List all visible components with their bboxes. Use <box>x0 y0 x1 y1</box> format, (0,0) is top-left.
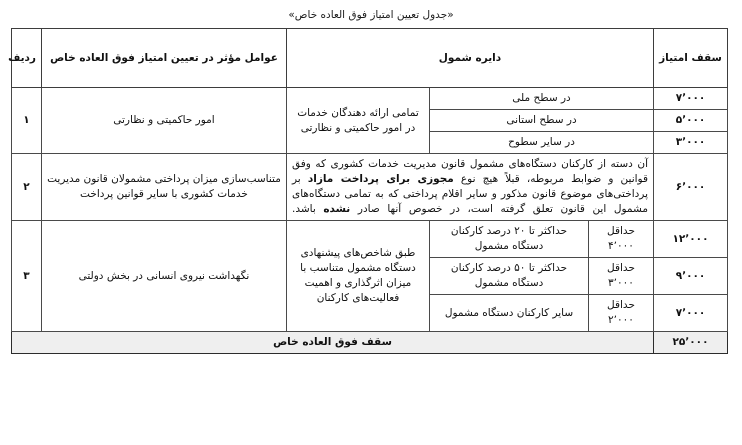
ceiling-value: ۵٬۰۰۰ <box>654 110 728 132</box>
minimum-label: حداقل <box>607 299 635 311</box>
table-body <box>11 88 727 354</box>
minimum-amount: ۲٬۰۰۰ <box>608 314 634 326</box>
ceiling-value: ۳٬۰۰۰ <box>654 132 728 154</box>
factor-description: نگهداشت نیروی انسانی در بخش دولتی <box>41 221 286 332</box>
ceiling-value: ۷٬۰۰۰ <box>654 295 728 332</box>
column-header-factor: عوامل مؤثر در تعیین امتیاز فوق العاده خاص <box>41 29 286 88</box>
ceiling-value: ۹٬۰۰۰ <box>654 258 728 295</box>
table-header <box>8 29 727 88</box>
scope-subline: سایر کارکنان دستگاه مشمول <box>430 295 589 332</box>
scope-text-part3: باشد. <box>291 203 324 215</box>
table-total-row <box>11 332 727 354</box>
table-header-row <box>11 29 727 88</box>
column-header-ceiling: سقف امتیاز <box>654 29 728 88</box>
table-row <box>11 88 727 110</box>
scope-description: تمامی ارائه دهندگان خدمات در امور حاکمیتی و نظارتی <box>286 88 429 154</box>
scope-text-part1: آن دسته از کارکنان دستگاه‌های مشمول قانون مدیریت خدمات کشوری که وفق قوانین و ضوابط مربوطه، قبلاً هیچ نوع <box>291 158 648 185</box>
scope-description <box>286 154 653 221</box>
total-value: ۲۵٬۰۰۰ <box>654 332 728 354</box>
page-title: «جدول تعیین امتیاز فوق العاده خاص» <box>288 9 454 21</box>
scope-subline: در سطح استانی <box>430 110 654 132</box>
scope-subline: حداکثر تا ۵۰ درصد کارکنان دستگاه مشمول <box>430 258 589 295</box>
minimum-value-cell <box>589 295 654 332</box>
scope-subline: در سایر سطوح <box>430 132 654 154</box>
column-header-radif: ردیف <box>11 29 41 88</box>
factor-description: امور حاکمیتی و نظارتی <box>41 88 286 154</box>
factor-description: متناسب‌سازی میزان پرداختی مشمولان قانون مدیریت خدمات کشوری با سایر قوانین پرداخت <box>41 154 286 221</box>
scope-subline: حداکثر تا ۲۰ درصد کارکنان دستگاه مشمول <box>430 221 589 258</box>
row-number: ۳ <box>11 221 41 332</box>
scope-text-emphasis-1: مجوزی برای پرداخت مازاد <box>307 173 454 185</box>
ceiling-value: ۶٬۰۰۰ <box>654 154 728 221</box>
table-container <box>0 28 742 354</box>
column-header-scope: دایره شمول <box>286 29 653 88</box>
row-number: ۱ <box>11 88 41 154</box>
ceiling-value: ۱۲٬۰۰۰ <box>654 221 728 258</box>
ceiling-value: ۷٬۰۰۰ <box>654 88 728 110</box>
table-row <box>11 221 727 258</box>
minimum-amount: ۴٬۰۰۰ <box>608 240 634 252</box>
minimum-value-cell <box>589 221 654 258</box>
scope-text-emphasis-2: نشده <box>323 203 351 215</box>
table-row <box>11 154 727 221</box>
scope-description: طبق شاخص‌های پیشنهادی دستگاه مشمول متناسب با میزان اثرگذاری و اهمیت فعالیت‌های کارکنان <box>286 221 429 332</box>
minimum-value-cell <box>589 258 654 295</box>
minimum-label: حداقل <box>607 262 635 274</box>
total-label: سقف فوق العاده خاص <box>11 332 653 354</box>
scope-subline: در سطح ملی <box>430 88 654 110</box>
row-number: ۲ <box>11 154 41 221</box>
minimum-label: حداقل <box>607 225 635 237</box>
minimum-amount: ۳٬۰۰۰ <box>608 277 634 289</box>
special-allowance-score-table <box>8 28 728 354</box>
scope-text-part2: بر پرداختی‌های موضوع قانون مذکور و سایر اقلام پرداختی که به تمامی دستگاه‌های مشمول این قانون تعلق گرفته است، در خصوص آنها صادر <box>291 173 648 215</box>
